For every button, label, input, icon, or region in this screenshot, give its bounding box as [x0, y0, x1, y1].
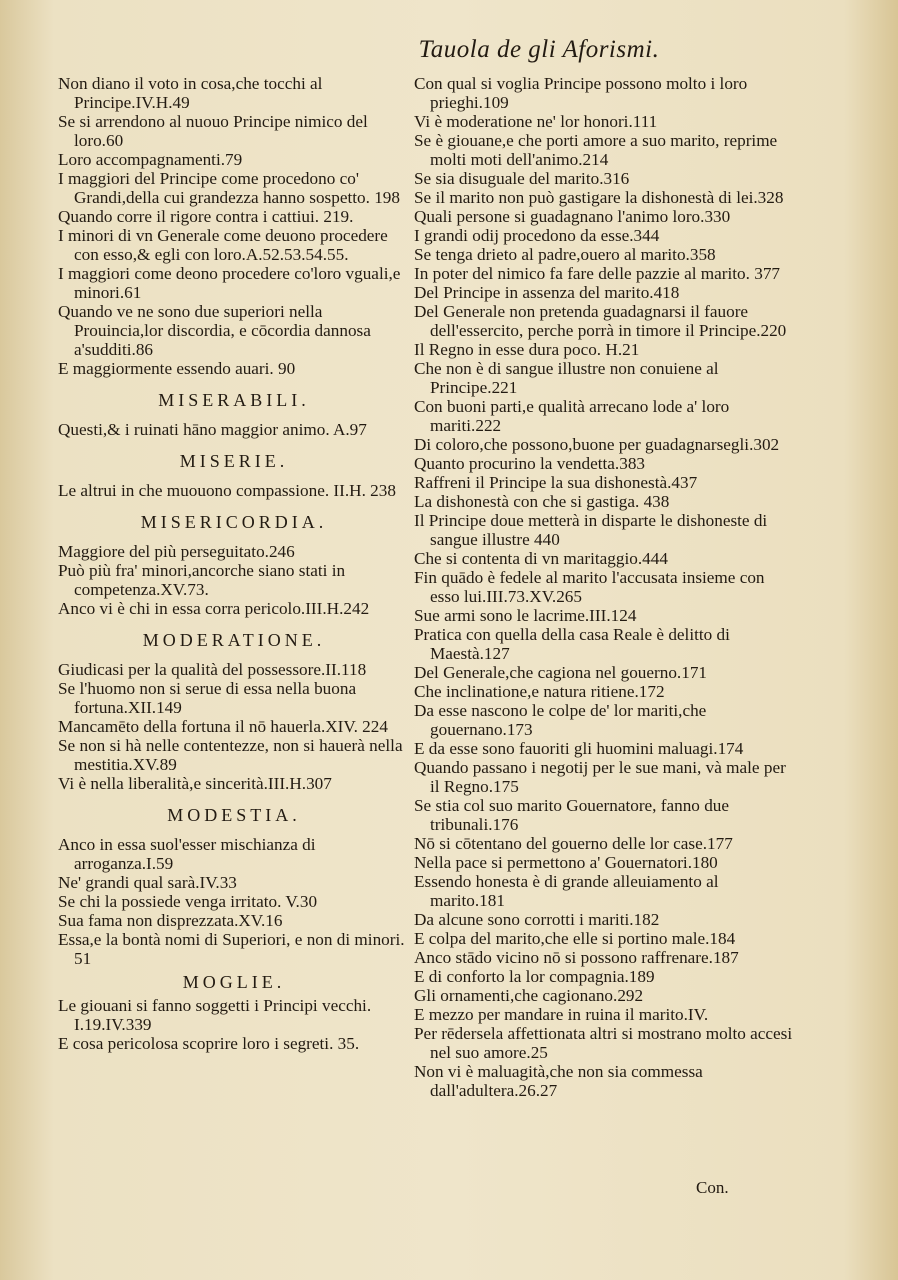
index-entry: Con qual si voglia Principe possono molto i loro prieghi.109: [414, 74, 748, 112]
index-entry: Se non si hà nelle contentezze, non si hauerà nella mestitia.XV.89: [58, 736, 403, 774]
index-entry: Sua fama non disprezzata.XV.16: [58, 911, 283, 930]
index-entry: Quando passano i negotij per le sue mani, và male per il Regno.175: [414, 758, 786, 796]
left-column: [58, 74, 410, 1053]
index-entry: Può più fra' minori,ancorche siano stati in competenza.XV.73.: [58, 561, 346, 599]
index-entry: E cosa pericolosa scoprire loro i segreti. 35.: [58, 1034, 360, 1053]
section-heading-modestia: MODESTIA.: [167, 805, 301, 825]
index-entry: Da alcune sono corrotti i mariti.182: [414, 910, 660, 929]
index-entry: Anco stādo vicino nō si possono raffrenare.187: [414, 948, 739, 967]
right-column: [414, 74, 794, 1100]
index-entry: Se stia col suo marito Gouernatore, fanno due tribunali.176: [414, 796, 730, 834]
index-entry: Loro accompagnamenti.79: [58, 150, 243, 169]
index-entry: Fin quādo è fedele al marito l'accusata insieme con esso lui.III.73.XV.265: [414, 568, 765, 606]
index-entry: Quali persone si guadagnano l'animo loro.330: [414, 207, 731, 226]
index-entry: Quando ve ne sono due superiori nella Prouincia,lor discordia, e cōcordia dannosa a'sudditi.86: [58, 302, 371, 359]
index-entry: Che inclinatione,e natura ritiene.172: [414, 682, 665, 701]
index-entry: Da esse nascono le colpe de' lor mariti,che gouernano.173: [414, 701, 707, 739]
index-entry: Che si contenta di vn maritaggio.444: [414, 549, 668, 568]
index-entry: Con buoni parti,e qualità arrecano lode a' loro mariti.222: [414, 397, 730, 435]
index-entry: Se sia disuguale del marito.316: [414, 169, 630, 188]
index-entry: Se tenga drieto al padre,ouero al marito.358: [414, 245, 716, 264]
index-entry: Se il marito non può gastigare la dishonestà di lei.328: [414, 188, 784, 207]
index-entry: Il Principe doue metterà in disparte le dishoneste di sangue illustre 440: [414, 511, 768, 549]
index-entry: Quanto procurino la vendetta.383: [414, 454, 646, 473]
running-header: [0, 36, 898, 64]
index-entry: I maggiori come deono procedere co'loro vguali,e minori.61: [58, 264, 401, 302]
index-entry: Del Generale,che cagiona nel gouerno.171: [414, 663, 708, 682]
index-entry: E da esse sono fauoriti gli huomini maluagi.174: [414, 739, 744, 758]
index-entry: I minori di vn Generale come deuono procedere con esso,& egli con loro.A.52.53.54.55.: [58, 226, 388, 264]
index-entry: E colpa del marito,che elle si portino male.184: [414, 929, 736, 948]
entry-block-1: [58, 74, 410, 378]
section-heading-misericordia: MISERICORDIA.: [140, 512, 328, 532]
index-entry: Essendo honesta è di grande alleuiamento al marito.181: [414, 872, 719, 910]
index-entry: Di coloro,che possono,buone per guadagnarsegli.302: [414, 435, 780, 454]
index-entry: Maggiore del più perseguitato.246: [58, 542, 295, 561]
index-entry: Anco in essa suol'esser mischianza di arroganza.I.59: [58, 835, 316, 873]
catchword: Con.: [696, 1178, 729, 1197]
index-entry: Non vi è maluagità,che non sia commessa dall'adultera.26.27: [414, 1062, 703, 1100]
index-entry: Mancamēto della fortuna il nō hauerla.XIV. 224: [58, 717, 388, 736]
index-entry: Le giouani si fanno soggetti i Principi vecchi. I.19.IV.339: [58, 996, 372, 1034]
index-entry: Non diano il voto in cosa,che tocchi al Principe.IV.H.49: [58, 74, 323, 112]
index-entry: Pratica con quella della casa Reale è delitto di Maestà.127: [414, 625, 730, 663]
index-entry: Le altrui in che muouono compassione. II.H. 238: [58, 481, 396, 500]
index-entry: In poter del nimico fa fare delle pazzie al marito. 377: [414, 264, 781, 283]
index-entry: Essa,e la bontà nomi di Superiori, e non di minori. 51: [58, 930, 405, 968]
index-entry: Gli ornamenti,che cagionano.292: [414, 986, 644, 1005]
index-entry: La dishonestà con che si gastiga. 438: [414, 492, 670, 511]
section-heading-miserie: MISERIE.: [179, 451, 289, 471]
index-entry: Nella pace si permettono a' Gouernatori.180: [414, 853, 718, 872]
index-entry: Del Principe in assenza del marito.418: [414, 283, 680, 302]
section-heading-moglie: MOGLIE.: [182, 972, 286, 992]
index-entry: Anco vi è chi in essa corra pericolo.III.H.242: [58, 599, 370, 618]
index-entry: E di conforto la lor compagnia.189: [414, 967, 655, 986]
index-entry: Del Generale non pretenda guadagnarsi il fauore dell'essercito, perche porrà in timore il Principe.220: [414, 302, 787, 340]
index-entry: Che non è di sangue illustre non conuiene al Principe.221: [414, 359, 719, 397]
index-entry: Per rēdersela affettionata altri si mostrano molto accesi nel suo amore.25: [414, 1024, 793, 1062]
index-entry: Se chi la possiede venga irritato. V.30: [58, 892, 318, 911]
page-title: Tauola de gli Aforismi.: [418, 36, 660, 63]
index-entry: Ne' grandi qual sarà.IV.33: [58, 873, 237, 892]
index-entry: Vi è nella liberalità,e sincerità.III.H.307: [58, 774, 332, 793]
index-entry: Il Regno in esse dura poco. H.21: [414, 340, 640, 359]
index-entry: Se si arrendono al nuouo Principe nimico del loro.60: [58, 112, 368, 150]
index-entry: Vi è moderatione ne' lor honori.111: [414, 112, 658, 131]
section-heading-moderatione: MODERATIONE.: [142, 630, 326, 650]
index-entry: Questi,& i ruinati hāno maggior animo. A.97: [58, 420, 367, 439]
index-entry: Se è giouane,e che porti amore a suo marito, reprime molti moti dell'animo.214: [414, 131, 778, 169]
index-entry: I grandi odij procedono da esse.344: [414, 226, 660, 245]
index-entry: Giudicasi per la qualità del possessore.II.118: [58, 660, 367, 679]
index-entry: I maggiori del Principe come procedono co' Grandi,della cui grandezza hanno sospetto. 198: [58, 169, 400, 207]
index-entry: Quando corre il rigore contra i cattiui. 219.: [58, 207, 354, 226]
index-entry: Nō si cōtentano del gouerno delle lor case.177: [414, 834, 733, 853]
index-entry: Raffreni il Principe la sua dishonestà.437: [414, 473, 698, 492]
index-entry: E mezzo per mandare in ruina il marito.IV.: [414, 1005, 709, 1024]
index-entry: Se l'huomo non si serue di essa nella buona fortuna.XII.149: [58, 679, 357, 717]
index-entry: E maggiormente essendo auari. 90: [58, 359, 296, 378]
index-entry: Sue armi sono le lacrime.III.124: [414, 606, 637, 625]
section-heading-miserabili: MISERABILI.: [158, 390, 310, 410]
